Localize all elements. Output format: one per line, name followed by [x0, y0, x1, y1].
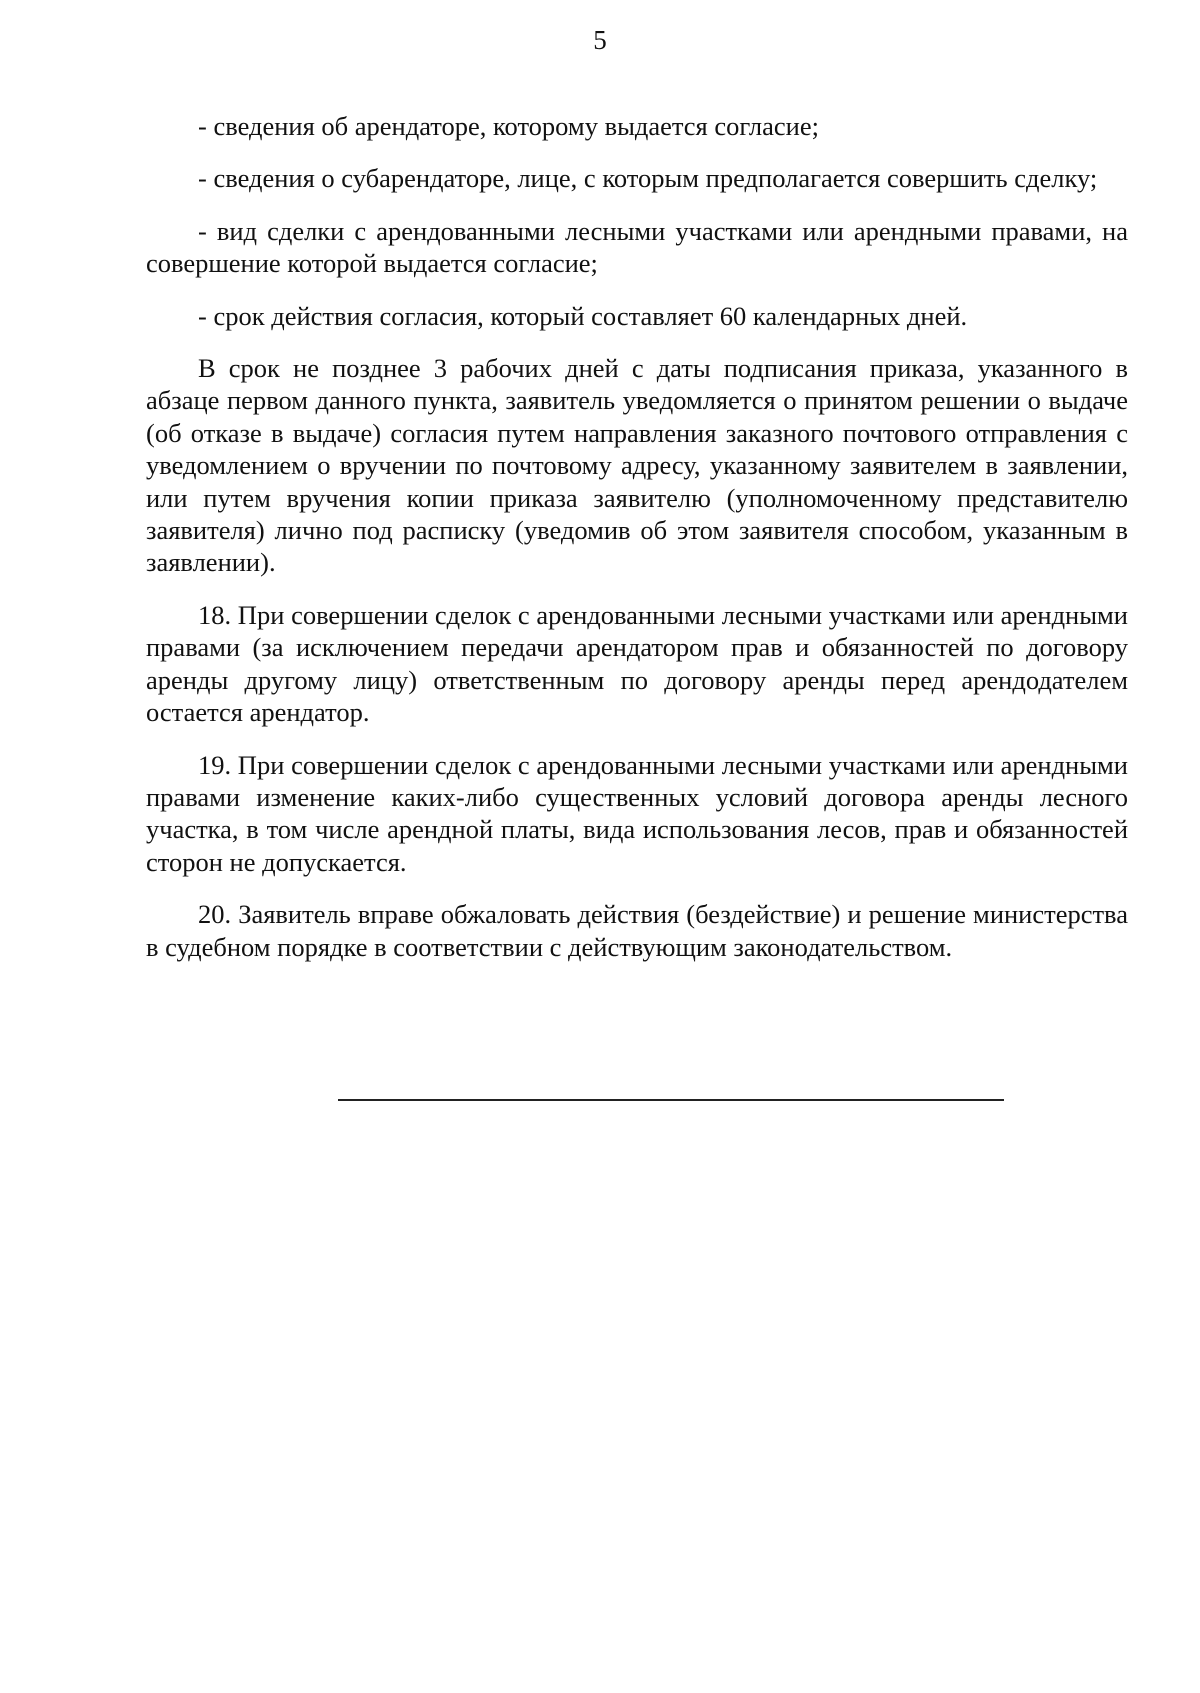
paragraph-deal-type: - вид сделки с арендованными лесными участками или арендными правами, на совершение которой выдается согласие;: [146, 215, 1128, 279]
paragraph-item-20: 20. Заявитель вправе обжаловать действия (бездействие) и решение министерства в судебном порядке в соответствии с действующим законодательством.: [146, 899, 1128, 962]
end-of-document-rule: [338, 1099, 1004, 1101]
page-number: 5: [593, 25, 607, 55]
paragraph-notification: В срок не позднее 3 рабочих дней с даты подписания приказа, указанного в абзаце первом данного пункта, заявитель уведомляется о принятом решении о выдаче (об отказе в выдаче) согласия путем направления заказного почтового отправления с уведомлением о вручении по почтовому адресу, указанному заявителем в заявлении, или путем вручения копии приказа заявителю (уполномоченному представителю заявителя) лично под расписку (уведомив об этом заявителя способом, указанным в заявлении).: [146, 353, 1128, 578]
paragraph-sublessee-info: - сведения о субарендаторе, лице, с которым предполагается совершить сделку;: [198, 163, 1098, 194]
paragraph-item-19: 19. При совершении сделок с арендованными лесными участками или арендными правами изменение каких-либо существенных условий договора аренды лесного участка, в том числе арендной платы, вида использования лесов, прав и обязанностей сторон не допускается.: [146, 749, 1128, 877]
document-body: [146, 110, 1128, 983]
paragraph-item-18: 18. При совершении сделок с арендованными лесными участками или арендными правами (за исключением передачи арендатором прав и обязанностей по договору аренды другому лицу) ответственным по договору аренды перед арендодателем остается арендатор.: [146, 599, 1128, 728]
paragraph-consent-term: - срок действия согласия, который составляет 60 календарных дней.: [198, 300, 968, 331]
paragraph-lessee-info: - сведения об арендаторе, которому выдается согласие;: [198, 111, 819, 141]
